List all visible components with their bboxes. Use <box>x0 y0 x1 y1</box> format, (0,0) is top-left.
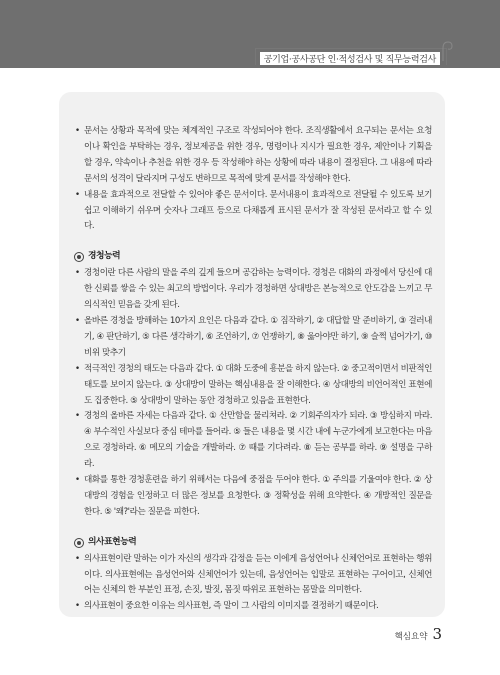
section-heading <box>74 535 432 551</box>
page-body <box>74 124 432 615</box>
bullseye-icon <box>74 252 84 262</box>
section-heading <box>74 249 432 265</box>
list-item: • 적극적인 경청의 태도는 다음과 같다. ① 대화 도중에 흥분을 하지 않는다. ② 중고적이면서 비판적인 태도를 보이지 않는다. ③ 상대방이 말하는 핵심내용을 잘 이해한다. ④ 상대방의 비언어적인 표현에도 집중한다. ⑤ 상대방이 말하는 동안 경청하고 있음을 표현한다. <box>74 362 432 410</box>
page-footer <box>395 625 442 643</box>
section-title: 의사표현능력 <box>88 536 137 547</box>
running-header: 공기업·공사공단 인·적성검사 및 직무능력검사 <box>260 52 440 65</box>
footer-label: 핵심요약 <box>394 632 428 642</box>
section-title: 경청능력 <box>88 251 121 262</box>
list-item: • 의사표현이 중요한 이유는 의사표현, 즉 말이 그 사람의 이미지를 결정하기 때문이다. <box>74 599 432 615</box>
page-number: 3 <box>432 625 442 643</box>
list-item: • 의사표현이란 말하는 이가 자신의 생각과 감정을 듣는 이에게 음성언어나 신체언어로 표현하는 행위이다. 의사표현에는 음성언어와 신체언어가 있는데, 음성언어는 입말로 표현하는 구어이고, 신체언어는 신체의 한 부분인 표정, 손짓, 발짓, 몸짓 따위로 표현하는 몸말을 의미한다. <box>74 552 432 600</box>
page-curl-ornament <box>440 40 454 62</box>
bullseye-icon <box>74 538 84 548</box>
list-item: • 경청이란 다른 사람의 말을 주의 깊게 들으며 공감하는 능력이다. 경청은 대화의 과정에서 당신에 대한 신뢰를 쌓을 수 있는 최고의 방법이다. 우리가 경청하면 상대방은 본능적으로 안도감을 느끼고 무의식적인 믿음을 갖게 된다. <box>74 266 432 314</box>
list-item: • 올바른 경청을 방해하는 10가지 요인은 다음과 같다. ① 짐작하기, ② 대답할 말 준비하기, ③ 걸러내기, ④ 판단하기, ⑤ 다른 생각하기, ⑥ 조언하기, ⑦ 언쟁하기, ⑧ 옳아야만 하기, ⑨ 슬쩍 넘어가기, ⑩ 비위 맞추기 <box>74 314 432 362</box>
list-item: • 대화를 통한 경청훈련을 하기 위해서는 다음에 중점을 두어야 한다. ① 주의를 기울여야 한다. ② 상대방의 경험을 인정하고 더 많은 정보를 요청한다. ③ 정확성을 위해 요약한다. ④ 개방적인 질문을 한다. ⑤ '왜?'라는 질문을 피한다. <box>74 473 432 521</box>
list-item: • 문서는 상황과 목적에 맞는 체계적인 구조로 작성되어야 한다. 조직생활에서 요구되는 문서는 요청이나 확인을 부탁하는 경우, 정보제공을 위한 경우, 명령이나 지시가 필요한 경우, 제안이나 기획을 할 경우, 약속이나 추천을 위한 경우 등 작성해야 하는 상황에 따라 내용이 결정된다. 그 내용에 따라 문서의 성격이 달라지며 구성도 변하므로 목적에 맞게 문서를 작성해야 한다. <box>74 124 432 188</box>
list-item: • 내용을 효과적으로 전달할 수 있어야 좋은 문서이다. 문서내용이 효과적으로 전달될 수 있도록 보기 쉽고 이해하기 쉬우며 숫자나 그래프 등으로 다채롭게 표시된 문서가 잘 작성된 문서라고 할 수 있다. <box>74 188 432 236</box>
list-item: • 경청의 올바른 자세는 다음과 같다. ① 산만함을 물리쳐라. ② 기회주의자가 되라. ③ 방심하지 마라. ④ 부수적인 사실보다 중심 테마를 들어라. ⑤ 들은 내용을 몇 시간 내에 누군가에게 보고한다는 마음으로 경청하라. ⑥ 메모의 기술을 개발하라. ⑦ 때를 기다려라. ⑧ 듣는 공부를 하라. ⑨ 설명을 구하라. <box>74 409 432 473</box>
